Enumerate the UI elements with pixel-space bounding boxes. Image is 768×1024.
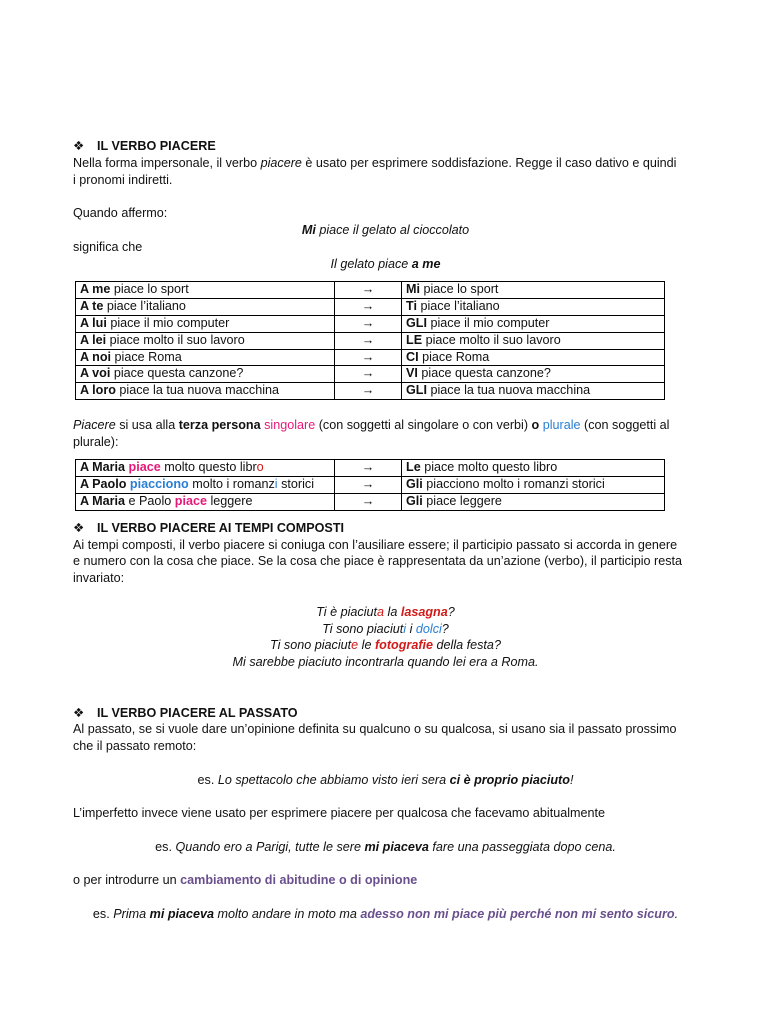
section-heading-piacere: ❖ IL VERBO PIACERE <box>73 139 216 153</box>
diamond-bullet-icon: ❖ <box>73 705 85 720</box>
table-row: A voi piace questa canzone? → VI piace questa canzone? <box>76 366 665 383</box>
pronoun-table <box>75 281 665 400</box>
arrow-icon: → <box>335 460 402 477</box>
table-row: A Maria piace molto questo libro → Le piace molto questo libro <box>76 460 665 477</box>
section-heading-passato: ❖ IL VERBO PIACERE AL PASSATO <box>73 705 298 720</box>
table-row: A lui piace il mio computer → GLI piace il mio computer <box>76 315 665 332</box>
arrow-icon: → <box>335 282 402 299</box>
diamond-bullet-icon: ❖ <box>73 139 85 153</box>
table-row: A lei piace molto il suo lavoro → LE piace molto il suo lavoro <box>76 332 665 349</box>
arrow-icon: → <box>335 315 402 332</box>
section-heading-tempi-composti: ❖ IL VERBO PIACERE AI TEMPI COMPOSTI <box>73 520 345 535</box>
example-sentence: Ti sono piaciuti i dolci? <box>322 621 449 636</box>
example-sentence: es. Prima mi piaceva molto andare in moto ma adesso non mi piace più perché non mi sento sicuro. <box>92 907 679 922</box>
means-text: significa che <box>73 239 143 254</box>
document-page <box>73 138 698 923</box>
when-i-say-text: Quando affermo: <box>73 206 168 221</box>
paragraph-line: invariato: <box>73 571 125 586</box>
example-sentence: Mi piace il gelato al cioccolato <box>301 222 470 237</box>
arrow-icon: → <box>335 366 402 383</box>
paragraph-line: o per introdurre un cambiamento di abitudine o di opinione <box>73 873 418 888</box>
paragraph-line: che il passato remoto: <box>73 739 197 754</box>
intro-paragraph-line: i pronomi indiretti. <box>73 172 173 187</box>
diamond-bullet-icon: ❖ <box>73 520 85 535</box>
example-sentence: es. Lo spettacolo che abbiamo visto ieri sera ci è proprio piaciuto! <box>197 772 574 787</box>
table-row: A Maria e Paolo piace leggere → Gli piace leggere <box>76 493 665 510</box>
example-sentence: Ti sono piaciute le fotografie della festa? <box>270 638 501 653</box>
example-sentence: Mi sarebbe piaciuto incontrarla quando lei era a Roma. <box>232 655 539 670</box>
table-row: A noi piace Roma → CI piace Roma <box>76 349 665 366</box>
arrow-icon: → <box>335 349 402 366</box>
paragraph-line: L’imperfetto invece viene usato per esprimere piacere per qualcosa che facevamo abitualmente <box>73 806 606 821</box>
paragraph-line: Al passato, se si vuole dare un’opinione definita su qualcuno o su qualcosa, si usano sia il passato prossimo <box>73 722 677 737</box>
arrow-icon: → <box>335 383 402 400</box>
arrow-icon: → <box>335 493 402 510</box>
example-sentence: es. Quando ero a Parigi, tutte le sere mi piaceva fare una passeggiata dopo cena. <box>155 839 616 854</box>
table-row: A te piace l’italiano → Ti piace l’italiano <box>76 299 665 316</box>
agreement-table <box>75 459 665 510</box>
table-row: A loro piace la tua nuova macchina → GLI piace la tua nuova macchina <box>76 383 665 400</box>
intro-paragraph-line: Nella forma impersonale, il verbo piacere è usato per esprimere soddisfazione. Regge il caso dativo e quindi <box>73 155 677 170</box>
example-sentence: Ti è piaciuta la lasagna? <box>316 604 455 619</box>
arrow-icon: → <box>335 332 402 349</box>
table-row: A Paolo piacciono molto i romanzi storici → Gli piacciono molto i romanzi storici <box>76 477 665 494</box>
example-sentence: Il gelato piace a me <box>330 256 441 271</box>
usage-paragraph-line: Piacere si usa alla terza persona singolare (con soggetti al singolare o con verbi) o plurale (con soggetti al <box>73 417 670 432</box>
paragraph-line: Ai tempi composti, il verbo piacere si coniuga con l’ausiliare essere; il participio passato si accorda in genere <box>73 537 678 552</box>
table-row: A me piace lo sport → Mi piace lo sport <box>76 282 665 299</box>
paragraph-line: e numero con la cosa che piace. Se la cosa che piace è rappresentata da un’azione (verbo), il participio resta <box>73 554 683 569</box>
usage-paragraph-line: plurale): <box>73 434 119 449</box>
arrow-icon: → <box>335 477 402 494</box>
arrow-icon: → <box>335 299 402 316</box>
